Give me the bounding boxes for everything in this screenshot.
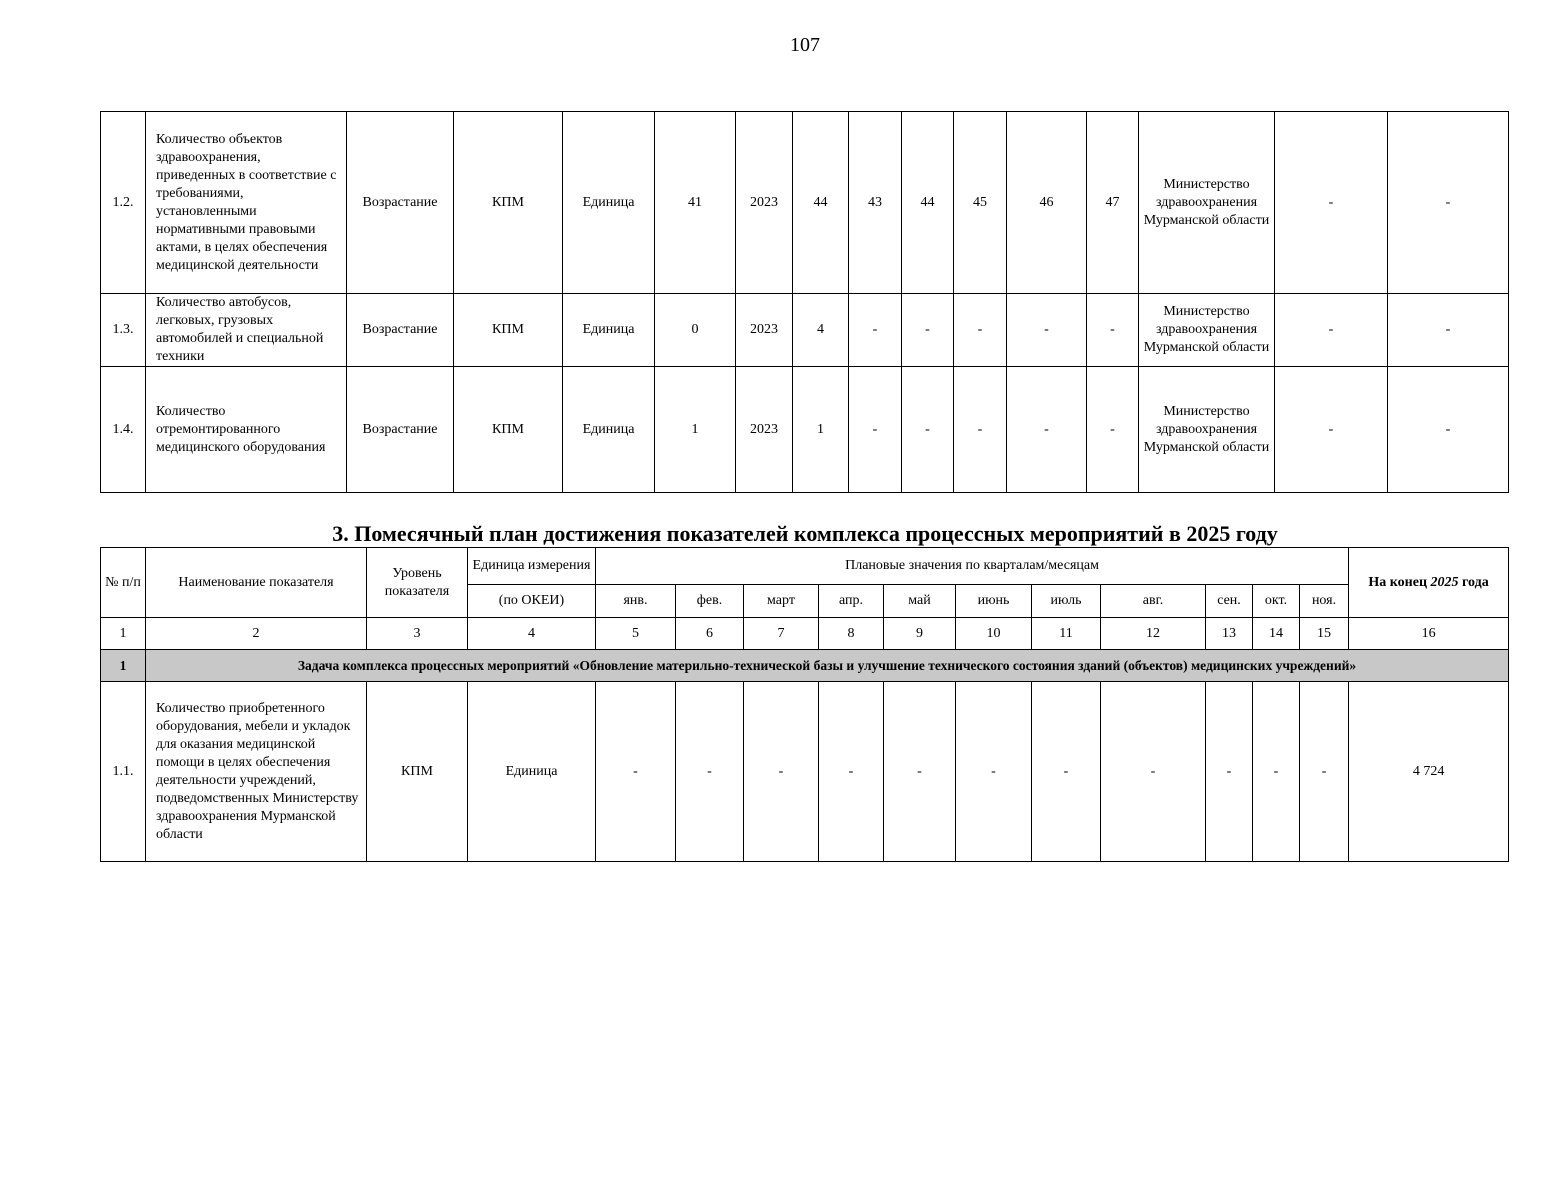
value-cell: -	[954, 367, 1007, 493]
extra-cell: -	[1275, 367, 1388, 493]
level-cell: КПМ	[454, 367, 563, 493]
month-value: -	[956, 682, 1032, 862]
extra-cell: -	[1388, 294, 1509, 367]
column-number: 7	[744, 618, 819, 650]
monthly-plan-table	[100, 547, 1509, 862]
base-value-cell: 41	[655, 112, 736, 294]
unit-cell: Единица	[468, 682, 596, 862]
end-value: 4 724	[1349, 682, 1509, 862]
responsible-cell: Министерство здравоохранения Мурманской области	[1139, 367, 1275, 493]
column-number: 14	[1253, 618, 1300, 650]
value-cell: 43	[849, 112, 902, 294]
value-cell: 1	[793, 367, 849, 493]
column-number: 11	[1032, 618, 1101, 650]
header-month: фев.	[676, 585, 744, 618]
value-cell: 45	[954, 112, 1007, 294]
trend-cell: Возрастание	[347, 112, 454, 294]
value-cell: -	[954, 294, 1007, 367]
column-number: 1	[101, 618, 146, 650]
base-year-cell: 2023	[736, 294, 793, 367]
month-value: -	[884, 682, 956, 862]
table-row	[101, 294, 1509, 367]
header-row	[101, 548, 1509, 585]
value-cell: 4	[793, 294, 849, 367]
row-number: 1.1.	[101, 682, 146, 862]
value-cell: -	[902, 367, 954, 493]
header-month: май	[884, 585, 956, 618]
month-value: -	[1101, 682, 1206, 862]
column-number: 5	[596, 618, 676, 650]
base-year-cell: 2023	[736, 367, 793, 493]
task-row	[101, 650, 1509, 682]
value-cell: -	[1087, 294, 1139, 367]
task-number: 1	[101, 650, 146, 682]
section-title: 3. Помесячный план достижения показателей комплекса процессных мероприятий в 2025 году	[332, 521, 1278, 546]
table-row	[101, 112, 1509, 294]
page-number: 107	[790, 34, 820, 56]
header-month: янв.	[596, 585, 676, 618]
header-month: июнь	[956, 585, 1032, 618]
column-number: 4	[468, 618, 596, 650]
column-number: 8	[819, 618, 884, 650]
table-row	[101, 367, 1509, 493]
header-month: сен.	[1206, 585, 1253, 618]
header-month: ноя.	[1300, 585, 1349, 618]
month-value: -	[1206, 682, 1253, 862]
extra-cell: -	[1388, 112, 1509, 294]
month-value: -	[1253, 682, 1300, 862]
column-number: 10	[956, 618, 1032, 650]
header-level: Уровень показателя	[367, 548, 468, 618]
base-value-cell: 0	[655, 294, 736, 367]
trend-cell: Возрастание	[347, 367, 454, 493]
month-value: -	[676, 682, 744, 862]
extra-cell: -	[1275, 294, 1388, 367]
value-cell: -	[849, 367, 902, 493]
header-end-value: На конец 2025 года	[1349, 548, 1509, 618]
column-number: 16	[1349, 618, 1509, 650]
column-number: 13	[1206, 618, 1253, 650]
value-cell: 46	[1007, 112, 1087, 294]
column-number: 2	[146, 618, 367, 650]
value-cell: -	[902, 294, 954, 367]
row-number: 1.2.	[101, 112, 146, 294]
header-month: июль	[1032, 585, 1101, 618]
header-month: окт.	[1253, 585, 1300, 618]
column-number: 6	[676, 618, 744, 650]
unit-cell: Единица	[563, 367, 655, 493]
value-cell: -	[849, 294, 902, 367]
column-number: 9	[884, 618, 956, 650]
value-cell: -	[1007, 294, 1087, 367]
trend-cell: Возрастание	[347, 294, 454, 367]
table-row	[101, 682, 1509, 862]
base-value-cell: 1	[655, 367, 736, 493]
header-unit-okei: (по ОКЕИ)	[468, 585, 596, 618]
value-cell: 47	[1087, 112, 1139, 294]
level-cell: КПМ	[454, 112, 563, 294]
row-number: 1.4.	[101, 367, 146, 493]
value-cell: -	[1087, 367, 1139, 493]
column-number: 15	[1300, 618, 1349, 650]
extra-cell: -	[1275, 112, 1388, 294]
row-number: 1.3.	[101, 294, 146, 367]
month-value: -	[596, 682, 676, 862]
header-name: Наименование показателя	[146, 548, 367, 618]
indicator-name: Количество отремонтированного медицинского оборудования	[146, 367, 347, 493]
indicators-table-continued	[100, 111, 1509, 493]
value-cell: 44	[793, 112, 849, 294]
column-number: 3	[367, 618, 468, 650]
header-month: авг.	[1101, 585, 1206, 618]
column-number: 12	[1101, 618, 1206, 650]
column-number-row	[101, 618, 1509, 650]
value-cell: 44	[902, 112, 954, 294]
header-month: апр.	[819, 585, 884, 618]
task-title: Задача комплекса процессных мероприятий «Обновление материльно-технической базы и улучшение технического состояния зданий (объектов) медицинских учреждений»	[146, 650, 1509, 682]
indicator-name: Количество приобретенного оборудования, мебели и укладок для оказания медицинской помощи в целях обеспечения деятельности учреждений, подведомственных Министерству здравоохранения Мурманской области	[146, 682, 367, 862]
header-plan: Плановые значения по кварталам/месяцам	[596, 548, 1349, 585]
month-value: -	[1300, 682, 1349, 862]
unit-cell: Единица	[563, 294, 655, 367]
header-num: № п/п	[101, 548, 146, 618]
responsible-cell: Министерство здравоохранения Мурманской области	[1139, 294, 1275, 367]
month-value: -	[744, 682, 819, 862]
indicator-name: Количество объектов здравоохранения, приведенных в соответствие с требованиями, установленными нормативными правовыми актами, в целях обеспечения медицинской деятельности	[146, 112, 347, 294]
responsible-cell: Министерство здравоохранения Мурманской области	[1139, 112, 1275, 294]
value-cell: -	[1007, 367, 1087, 493]
header-unit: Единица измерения	[468, 548, 596, 585]
extra-cell: -	[1388, 367, 1509, 493]
level-cell: КПМ	[367, 682, 468, 862]
unit-cell: Единица	[563, 112, 655, 294]
base-year-cell: 2023	[736, 112, 793, 294]
indicator-name: Количество автобусов, легковых, грузовых автомобилей и специальной техники	[146, 294, 347, 367]
level-cell: КПМ	[454, 294, 563, 367]
month-value: -	[819, 682, 884, 862]
header-month: март	[744, 585, 819, 618]
month-value: -	[1032, 682, 1101, 862]
